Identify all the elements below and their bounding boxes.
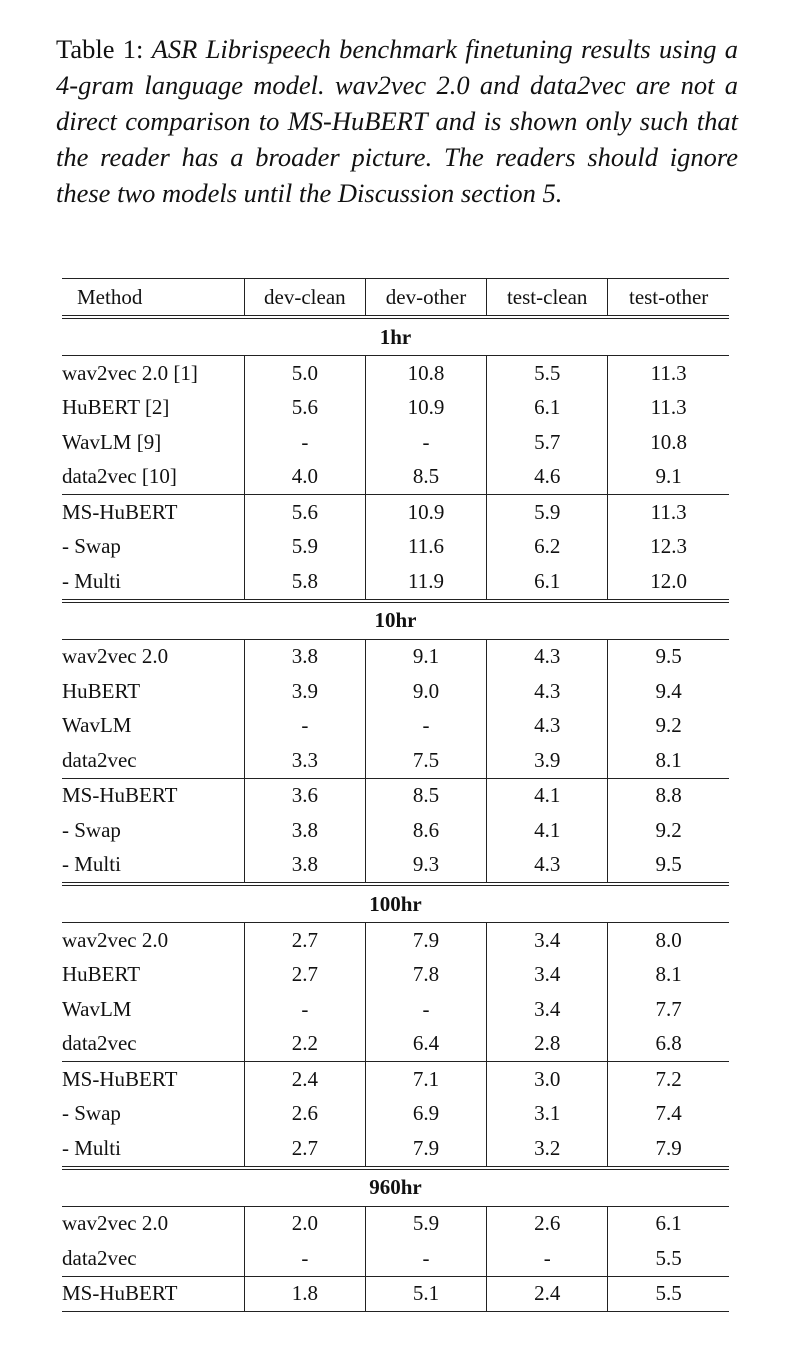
dev-other-cell: 10.9 [365,495,486,530]
table-row [62,460,729,495]
method-cell: wav2vec 2.0 [62,644,169,669]
method-cell: - Multi [62,568,121,593]
test-other-cell: 12.3 [608,530,729,565]
test-clean-cell: 4.6 [487,460,608,495]
method-cell: MS-HuBERT [62,1276,244,1312]
test-clean-cell: 6.1 [487,391,608,426]
dev-clean-cell: 2.4 [244,1062,365,1097]
test-other-cell: 9.5 [608,848,729,885]
test-clean-cell: 6.1 [487,564,608,601]
test-other-cell: 8.1 [608,743,729,778]
dev-clean-cell: 3.9 [244,674,365,709]
method-cell: WavLM [62,713,132,738]
test-other-cell: 9.2 [608,813,729,848]
test-clean-cell: 4.1 [487,778,608,813]
section-row [62,1168,729,1207]
test-clean-cell: 5.5 [487,356,608,391]
caption-label: Table 1: [56,34,144,64]
test-other-cell: 9.5 [608,639,729,674]
dev-clean-cell: 5.6 [244,495,365,530]
table-row [62,356,729,391]
dev-other-cell: 7.8 [365,958,486,993]
test-other-cell: 5.5 [608,1276,729,1312]
dev-clean-cell: - [244,1241,365,1276]
dev-other-cell: 10.8 [365,356,486,391]
test-clean-cell: 3.2 [487,1131,608,1168]
method-cell: WavLM [62,996,132,1021]
section-title: 960hr [62,1168,729,1207]
dev-other-cell: 5.1 [365,1276,486,1312]
dev-clean-cell: 2.6 [244,1097,365,1132]
method-cell: HuBERT [62,678,141,703]
method-cell: data2vec [62,747,137,772]
header-dev-other: dev-other [365,279,486,318]
dev-other-cell: 11.6 [365,530,486,565]
test-other-cell: 7.9 [608,1131,729,1168]
test-clean-cell: 6.2 [487,530,608,565]
test-clean-cell: 2.4 [487,1276,608,1312]
test-clean-cell: - [487,1241,608,1276]
dev-clean-cell: 3.8 [244,639,365,674]
test-clean-cell: 5.7 [487,425,608,460]
table-row [62,1027,729,1062]
header-method: Method [62,279,244,318]
dev-clean-cell: 1.8 [244,1276,365,1312]
test-clean-cell: 3.4 [487,923,608,958]
test-clean-cell: 2.6 [487,1206,608,1241]
test-clean-cell: 4.3 [487,848,608,885]
table-row [62,1241,729,1276]
dev-other-cell: 7.1 [365,1062,486,1097]
table-caption [56,31,738,211]
test-clean-cell: 4.1 [487,813,608,848]
method-cell: wav2vec 2.0 [1] [62,360,198,385]
dev-other-cell: 8.6 [365,813,486,848]
table-row [62,923,729,958]
table-row [62,495,729,530]
test-other-cell: 11.3 [608,495,729,530]
caption-text-line1: ASR Librispeech benchmark finetuning results [151,34,651,64]
test-other-cell: 12.0 [608,564,729,601]
dev-clean-cell: 3.6 [244,778,365,813]
dev-other-cell: 9.3 [365,848,486,885]
dev-other-cell: 11.9 [365,564,486,601]
test-clean-cell: 3.4 [487,992,608,1027]
dev-clean-cell: 2.7 [244,923,365,958]
test-other-cell: 11.3 [608,356,729,391]
table-row [62,1276,729,1312]
table-row [62,674,729,709]
table-row [62,530,729,565]
dev-clean-cell: 2.7 [244,958,365,993]
method-cell: - Multi [62,1135,121,1160]
header-row [62,279,729,318]
results-table [62,278,729,1312]
table-row [62,564,729,601]
test-other-cell: 9.1 [608,460,729,495]
dev-other-cell: 10.9 [365,391,486,426]
section-title: 100hr [62,884,729,923]
test-other-cell: 8.8 [608,778,729,813]
dev-clean-cell: 5.6 [244,391,365,426]
table-row [62,1131,729,1168]
test-other-cell: 6.8 [608,1027,729,1062]
dev-clean-cell: 3.8 [244,848,365,885]
table-row [62,992,729,1027]
method-cell: - Multi [62,852,121,877]
dev-other-cell: 7.5 [365,743,486,778]
test-other-cell: 7.2 [608,1062,729,1097]
method-cell: WavLM [9] [62,429,162,454]
test-clean-cell: 3.4 [487,958,608,993]
method-cell: MS-HuBERT [62,495,244,530]
method-cell: wav2vec 2.0 [62,1211,169,1236]
method-cell: HuBERT [2] [62,395,170,420]
section-title: 1hr [62,317,729,356]
test-clean-cell: 2.8 [487,1027,608,1062]
dev-clean-cell: 4.0 [244,460,365,495]
dev-clean-cell: - [244,992,365,1027]
table-row [62,848,729,885]
test-clean-cell: 3.1 [487,1097,608,1132]
table-row [62,813,729,848]
table-row [62,709,729,744]
method-cell: wav2vec 2.0 [62,927,169,952]
dev-other-cell: - [365,992,486,1027]
dev-clean-cell: 5.9 [244,530,365,565]
dev-other-cell: 6.9 [365,1097,486,1132]
test-other-cell: 8.0 [608,923,729,958]
test-other-cell: 7.4 [608,1097,729,1132]
test-other-cell: 10.8 [608,425,729,460]
test-other-cell: 5.5 [608,1241,729,1276]
table-row [62,1206,729,1241]
test-clean-cell: 4.3 [487,639,608,674]
test-other-cell: 6.1 [608,1206,729,1241]
table-row [62,778,729,813]
method-cell: - Swap [62,534,121,559]
table-row [62,391,729,426]
dev-clean-cell: 3.3 [244,743,365,778]
test-other-cell: 9.4 [608,674,729,709]
method-cell: data2vec [62,1031,137,1056]
dev-other-cell: 5.9 [365,1206,486,1241]
table-row [62,425,729,460]
test-clean-cell: 5.9 [487,495,608,530]
dev-other-cell: 8.5 [365,460,486,495]
test-clean-cell: 4.3 [487,674,608,709]
table-row [62,1097,729,1132]
dev-clean-cell: 3.8 [244,813,365,848]
table-row [62,958,729,993]
section-title: 10hr [62,601,729,640]
dev-clean-cell: 2.0 [244,1206,365,1241]
test-other-cell: 11.3 [608,391,729,426]
dev-other-cell: 8.5 [365,778,486,813]
test-clean-cell: 4.3 [487,709,608,744]
method-cell: MS-HuBERT [62,1062,244,1097]
test-other-cell: 8.1 [608,958,729,993]
dev-clean-cell: 2.2 [244,1027,365,1062]
table-row [62,1062,729,1097]
caption-text: using a 4-gram language model. wav2vec 2.0 and data2vec are not a direct comparison to MS-HuBERT and is shown only such that the reader has a broader picture. The readers should ignore these two models until the Discussion section 5. [56,34,739,208]
method-cell: MS-HuBERT [62,778,244,813]
header-dev-clean: dev-clean [244,279,365,318]
dev-clean-cell: - [244,709,365,744]
dev-other-cell: - [365,1241,486,1276]
section-row [62,601,729,640]
test-clean-cell: 3.9 [487,743,608,778]
test-other-cell: 7.7 [608,992,729,1027]
header-test-clean: test-clean [487,279,608,318]
table-row [62,639,729,674]
method-cell: HuBERT [62,962,141,987]
test-other-cell: 9.2 [608,709,729,744]
table-body [62,317,729,1312]
dev-other-cell: 9.0 [365,674,486,709]
dev-other-cell: 6.4 [365,1027,486,1062]
dev-clean-cell: 5.8 [244,564,365,601]
table-row [62,743,729,778]
dev-other-cell: 7.9 [365,923,486,958]
header-test-other: test-other [608,279,729,318]
dev-other-cell: 7.9 [365,1131,486,1168]
section-row [62,884,729,923]
dev-other-cell: - [365,425,486,460]
section-row [62,317,729,356]
method-cell: data2vec [62,1245,137,1270]
dev-clean-cell: 2.7 [244,1131,365,1168]
dev-other-cell: - [365,709,486,744]
dev-clean-cell: - [244,425,365,460]
test-clean-cell: 3.0 [487,1062,608,1097]
dev-other-cell: 9.1 [365,639,486,674]
dev-clean-cell: 5.0 [244,356,365,391]
method-cell: data2vec [10] [62,464,177,489]
method-cell: - Swap [62,1101,121,1126]
method-cell: - Swap [62,817,121,842]
